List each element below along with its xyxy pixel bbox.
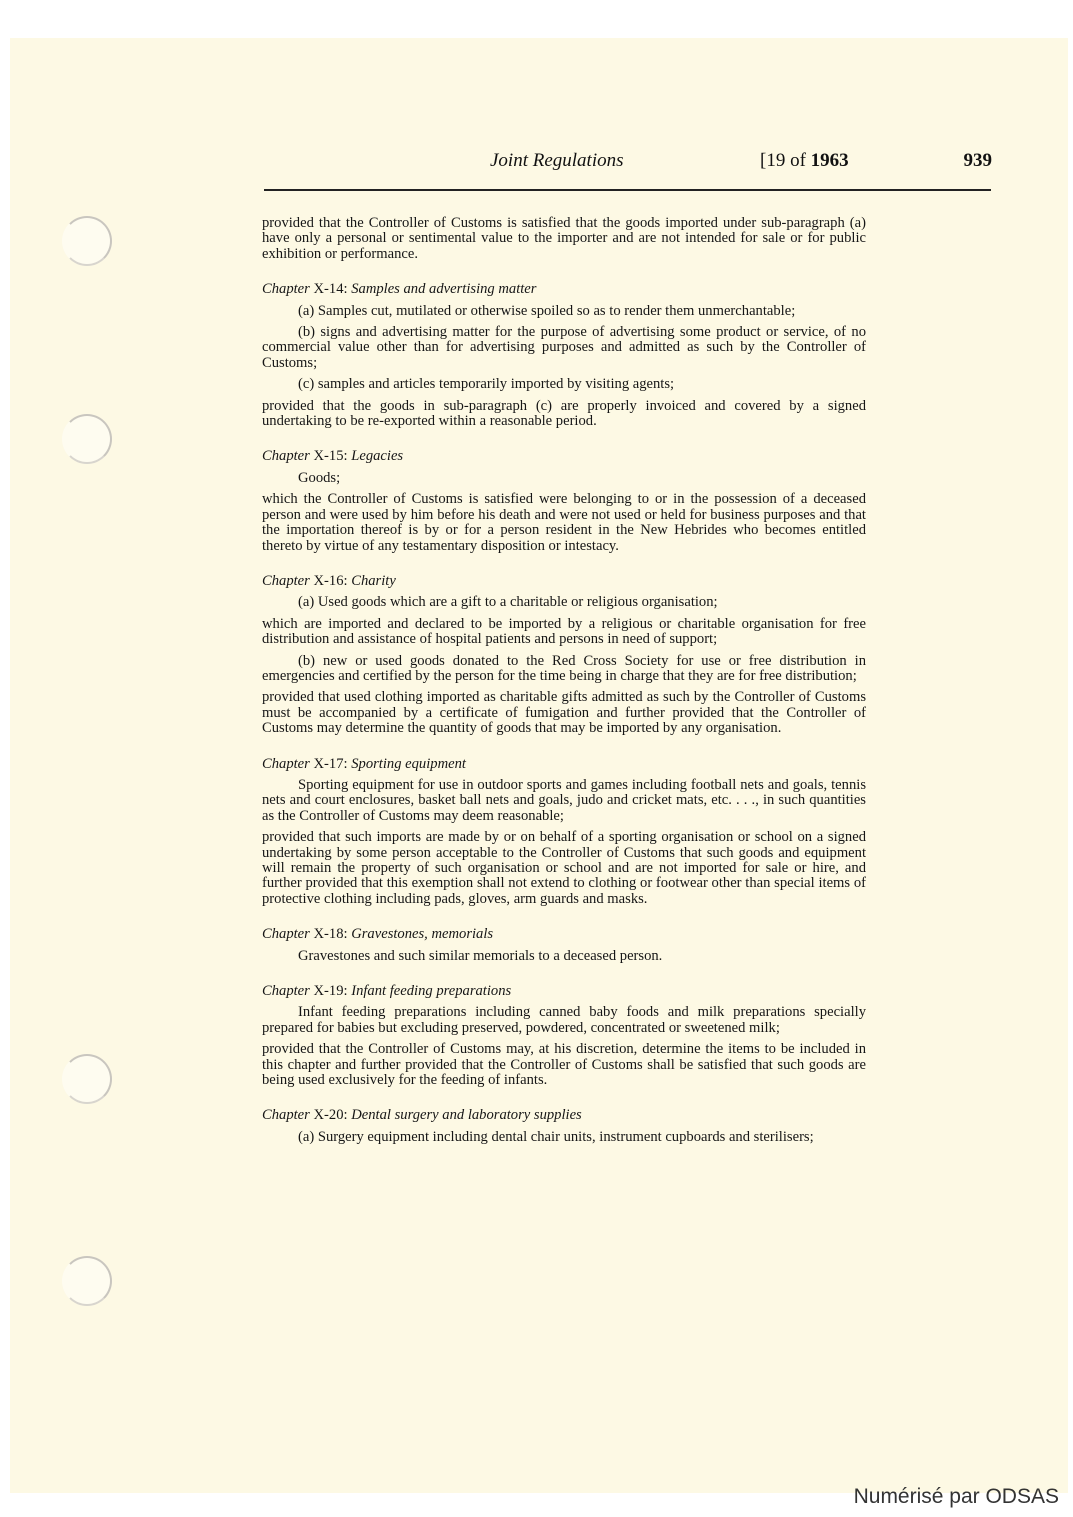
chapter-section xyxy=(262,927,866,964)
chapter-paragraph: (c) samples and articles temporarily imported by visiting agents; xyxy=(298,376,675,393)
chapter-number: X-20: xyxy=(313,1107,348,1124)
chapter-label: Chapter xyxy=(262,926,310,943)
chapter-heading xyxy=(262,927,866,942)
chapter-label: Chapter xyxy=(262,1107,310,1124)
chapter-number: X-19: xyxy=(313,983,348,1000)
chapter-number: X-15: xyxy=(313,448,348,465)
chapter-paragraph: (b) signs and advertising matter for the purpose of advertising some product or service, of no commercial value other than for advertising purposes and admitted as such by the Controller of Customs; xyxy=(262,324,866,371)
punch-hole xyxy=(62,1054,112,1104)
chapter-heading xyxy=(262,757,866,772)
page-header xyxy=(262,150,992,180)
digitization-watermark: Numérisé par ODSAS xyxy=(853,1485,1059,1508)
page-number: 939 xyxy=(963,150,992,171)
chapter-section xyxy=(262,757,866,908)
chapter-label: Chapter xyxy=(262,448,310,465)
punch-hole xyxy=(62,216,112,266)
chapter-paragraph: which the Controller of Customs is satisfied were belonging to or in the possession of a deceased person and were used by him before his death and were not used or held for business purposes and that the importation thereof is by or for a person resident in the New Hebrides who becomes entitled thereto by virtue of any testamentary disposition or intestacy. xyxy=(262,491,866,554)
chapter-paragraph: (a) Surgery equipment including dental chair units, instrument cupboards and sterilisers; xyxy=(298,1128,814,1145)
chapter-title: Charity xyxy=(351,572,396,589)
chapter-label: Chapter xyxy=(262,281,310,298)
chapter-section xyxy=(262,574,866,737)
chapter-paragraph: Infant feeding preparations including canned baby foods and milk preparations specially prepared for babies but excluding preserved, powdered, concentrated or sweetened milk; xyxy=(262,1004,866,1036)
chapter-title: Samples and advertising matter xyxy=(351,281,537,298)
chapter-paragraph: provided that such imports are made by or on behalf of a sporting organisation or school on a signed undertaking by some person acceptable to the Controller of Customs that such goods and equipment will remain the property of such organisation or school and are not imported for sale or hire, and further provided that this exemption shall not extend to clothing or footwear other than special items of protective clothing including pads, gloves, arm guards and masks. xyxy=(262,829,866,907)
chapter-heading xyxy=(262,449,866,464)
chapter-label: Chapter xyxy=(262,572,310,589)
header-rule xyxy=(264,189,991,191)
punch-hole xyxy=(62,414,112,464)
punch-hole xyxy=(62,1256,112,1306)
chapter-paragraph: (b) new or used goods donated to the Red Cross Society for use or free distribution in emergencies and certified by the person for the time being in charge that they are for free distribution; xyxy=(262,652,866,684)
chapter-title: Infant feeding preparations xyxy=(351,983,512,1000)
chapter-section xyxy=(262,984,866,1088)
intro-paragraph: provided that the Controller of Customs is satisfied that the goods imported under sub-paragraph (a) have only a personal or sentimental value to the importer and are not intended for sale or for public exhibition or performance. xyxy=(262,215,866,262)
act-prefix: [19 of xyxy=(760,150,811,171)
chapter-paragraph: provided that the Controller of Customs may, at his discretion, determine the items to be included in this chapter and further provided that the Controller of Customs shall be satisfied that such goods are being used exclusively for the feeding of infants. xyxy=(262,1041,866,1089)
chapter-title: Sporting equipment xyxy=(351,755,466,772)
chapter-number: X-14: xyxy=(313,281,348,298)
chapter-paragraph: (a) Used goods which are a gift to a charitable or religious organisation; xyxy=(298,594,718,611)
running-title: Joint Regulations xyxy=(490,150,624,171)
act-reference xyxy=(760,150,849,172)
chapter-heading xyxy=(262,574,866,589)
chapter-section xyxy=(262,449,866,553)
chapter-number: X-16: xyxy=(313,572,348,589)
chapter-list xyxy=(262,282,866,1145)
chapter-paragraph: Gravestones and such similar memorials to a deceased person. xyxy=(298,947,663,964)
chapter-section xyxy=(262,282,866,429)
chapter-heading xyxy=(262,1108,866,1123)
chapter-number: X-18: xyxy=(313,926,348,943)
chapter-number: X-17: xyxy=(313,755,348,772)
chapter-section xyxy=(262,1108,866,1145)
chapter-title: Legacies xyxy=(351,448,404,465)
chapter-label: Chapter xyxy=(262,983,310,1000)
chapter-paragraph: Sporting equipment for use in outdoor sports and games including football nets and goals, tennis nets and court enclosures, basket ball nets and goals, judo and cricket mats, etc. . . ., in such quantities as the Controller of Customs may deem reasonable; xyxy=(262,776,866,824)
chapter-paragraph: (a) Samples cut, mutilated or otherwise spoiled so as to render them unmerchantable; xyxy=(298,302,796,319)
chapter-paragraph: Goods; xyxy=(298,469,341,486)
chapter-paragraph: provided that used clothing imported as charitable gifts admitted as such by the Controller of Customs must be accompanied by a certificate of fumigation and further provided that the Controller of Customs may determine the quantity of goods that may be imported by any organisation. xyxy=(262,689,866,737)
chapter-paragraph: provided that the goods in sub-paragraph (c) are properly invoiced and covered by a signed undertaking to be re-exported within a reasonable period. xyxy=(262,397,866,430)
document-body xyxy=(262,216,866,1151)
chapter-title: Gravestones, memorials xyxy=(351,926,494,943)
chapter-heading xyxy=(262,984,866,999)
chapter-title: Dental surgery and laboratory supplies xyxy=(351,1107,582,1124)
chapter-paragraph: which are imported and declared to be imported by a religious or charitable organisation for free distribution and assistance of hospital patients and persons in need of support; xyxy=(262,615,866,648)
chapter-label: Chapter xyxy=(262,755,310,772)
chapter-heading xyxy=(262,282,866,297)
act-year: 1963 xyxy=(810,150,849,171)
